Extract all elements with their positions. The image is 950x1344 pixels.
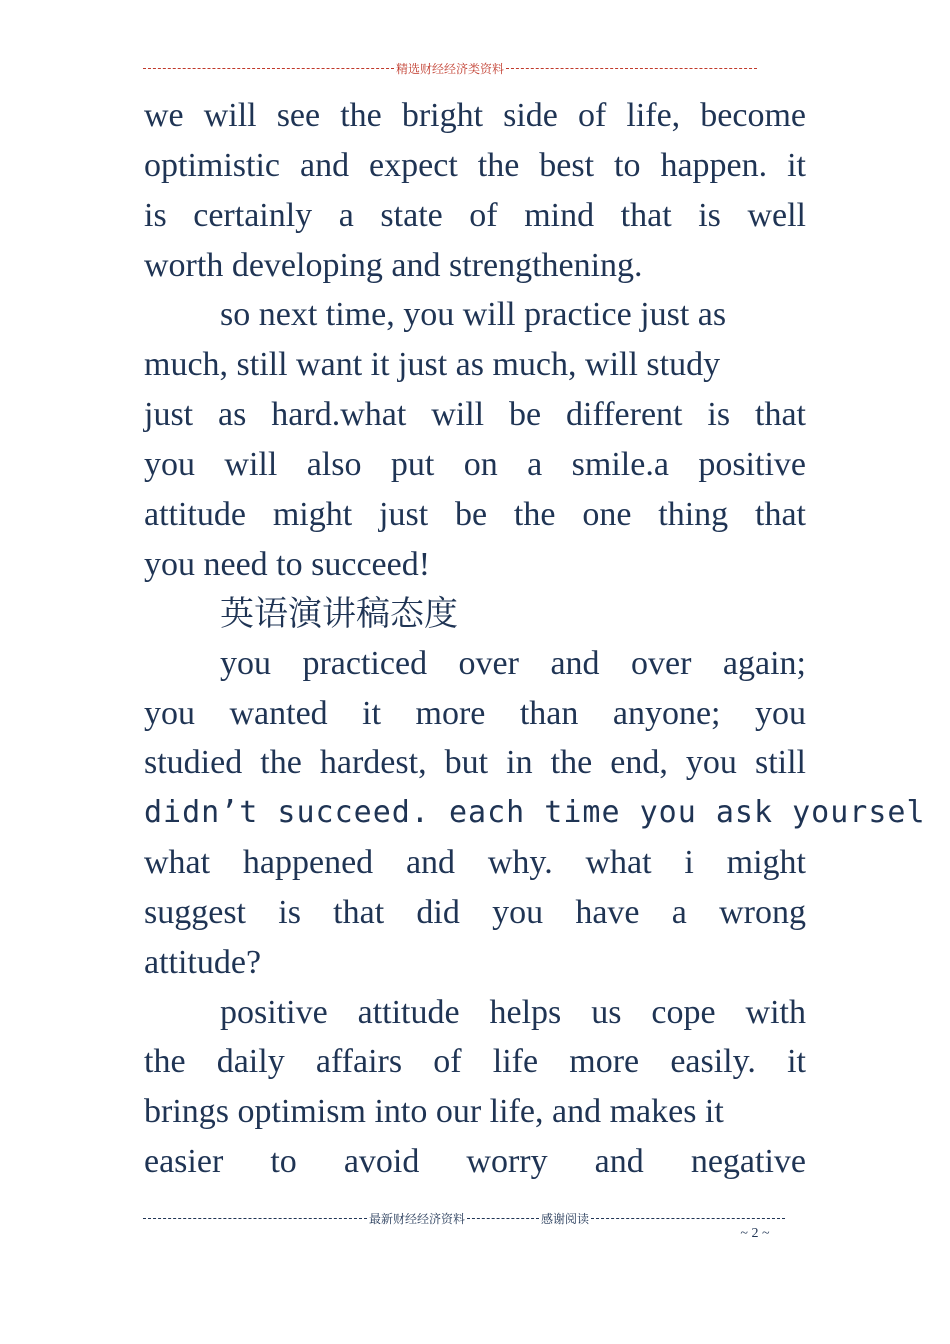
text-line-overflow: didn’t succeed. each time you ask yoursel [144,795,926,830]
text-line: worth developing and strengthening. [144,247,643,284]
footer-rule-left [143,1218,367,1219]
text-line: brings optimism into our life, and makes it [144,1093,724,1130]
header-rule-left [143,68,394,69]
text-line: suggest is that did you have a wrong [144,894,806,931]
text-line: you wanted it more than anyone; you [144,695,806,732]
paragraph-first-line: so next time, you will practice just as [220,296,727,333]
text-line: just as hard.what will be different is that [144,396,806,433]
paragraph-first-line: positive attitude helps us cope with [220,994,806,1031]
footer-left-text: 最新财经经济资料 [369,1211,466,1226]
text-line: attitude might just be the one thing that [144,496,806,533]
header-title: 精选财经经济类资料 [396,61,505,76]
footer-right-text: 感谢阅读 [541,1211,590,1226]
paragraph-first-line: you practiced over and over again; [220,645,806,682]
page-number: ~ 2 ~ [740,1226,770,1241]
header-rule-right [506,68,757,69]
text-line: much, still want it just as much, will study [144,346,721,383]
text-line: studied the hardest, but in the end, you still [144,744,806,781]
page-header [143,58,757,78]
footer-rule-middle [467,1218,539,1219]
page-footer [143,1208,785,1228]
text-line: you will also put on a smile.a positive [144,446,806,483]
footer-rule-right [591,1218,785,1219]
text-line: you need to succeed! [144,546,431,583]
text-line: what happened and why. what i might [144,844,806,881]
text-line: easier to avoid worry and negative [144,1143,806,1180]
text-line: the daily affairs of life more easily. it [144,1043,806,1080]
text-line: attitude? [144,944,262,981]
text-line: we will see the bright side of life, become [144,97,806,134]
section-heading: 英语演讲稿态度 [220,594,458,634]
text-line: optimistic and expect the best to happen. it [144,147,806,184]
text-line: is certainly a state of mind that is well [144,197,806,234]
